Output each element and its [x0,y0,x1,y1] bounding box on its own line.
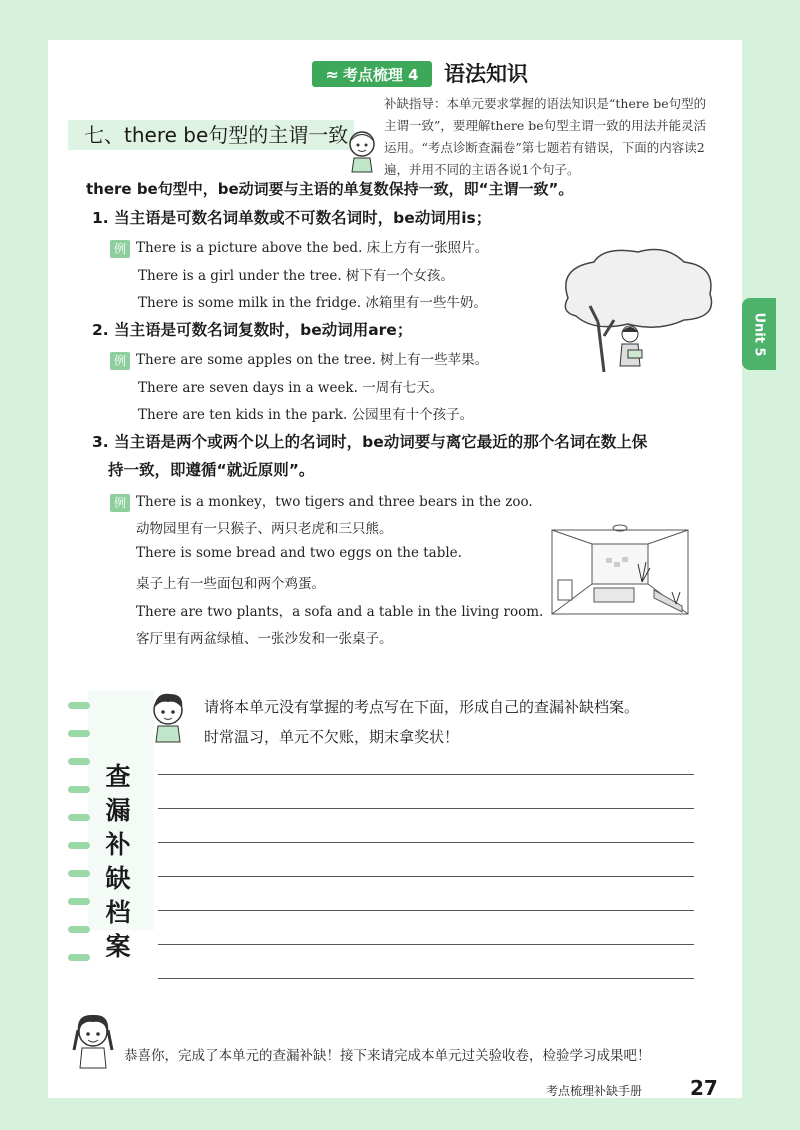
girl-mascot-icon [70,1010,116,1070]
example-line: 桌子上有一些面包和两个鸡蛋。 [136,576,325,592]
intro-text: there be句型中，be动词要与主语的单复数保持一致，即“主谓一致”。 [86,180,574,198]
rule-text: 当主语是可数名词单数或不可数名词时，be动词用is； [114,209,492,227]
example-line: 动物园里有一只猴子、两只老虎和三只熊。 [136,521,393,537]
rule-number: 2. [92,321,109,339]
write-line[interactable] [158,978,694,979]
wave-icon: ≈ [325,64,339,84]
archive-prompt-1: 请将本单元没有掌握的考点写在下面，形成自己的查漏补缺档案。 [204,698,640,716]
example-line: 客厅里有两盆绿植、一张沙发和一张桌子。 [136,631,393,647]
example-line: There is a girl under the tree. 树下有一个女孩。 [138,268,454,284]
example-badge: 例 [110,352,130,370]
example-line: 例 There is a monkey，two tigers and three bears in the zoo. [110,490,533,512]
rule-text: 当主语是两个或两个以上的名词时，be动词要与离它最近的那个名词在数上保 [114,433,648,451]
archive-label: 查漏补缺档案 [105,762,131,961]
write-line[interactable] [158,876,694,877]
footer-label: 考点梳理补缺手册 [546,1084,643,1098]
archive-prompt-2: 时常温习，单元不欠账，期末拿奖状！ [204,728,460,746]
write-line[interactable] [158,944,694,945]
example-line: 例 There are some apples on the tree. 树上有一些苹果。 [110,348,488,370]
example-line: There are two plants，a sofa and a table in the living room. [136,604,544,620]
write-line[interactable] [158,808,694,809]
example-line: 例 There is a picture above the bed. 床上方有一张照片。 [110,236,488,258]
example-line: There is some milk in the fridge. 冰箱里有一些牛奶。 [138,295,487,311]
page-number: 27 [690,1076,718,1100]
write-line[interactable] [158,774,694,775]
rule-number: 1. [92,209,109,227]
section-badge-label: 考点梳理 4 [342,65,419,84]
example-badge: 例 [110,494,130,512]
congrats-message: 恭喜你，完成了本单元的查漏补缺！接下来请完成本单元过关验收卷，检验学习成果吧！ [124,1048,651,1064]
section-title: 七、there be句型的主谓一致 [84,123,349,147]
example-badge: 例 [110,240,130,258]
example-line: There is some bread and two eggs on the table. [136,545,462,561]
rule-text: 当主语是可数名词复数时，be动词用are； [114,321,413,339]
unit-tab-label: Unit 5 [751,311,767,357]
tutoring-tip: 补缺指导：本单元要求掌握的语法知识是“there be句型的主谓一致”，要理解there be句型主谓一致的用法并能灵活运用。“考点诊断查漏卷”第七题若有错误，下面的内容读2遍，并用不同的主语各说1个句子。 [384,96,707,177]
example-line: There are ten kids in the park. 公园里有十个孩子。 [138,407,474,423]
write-line[interactable] [158,842,694,843]
rule-3-cont: 持一致，即遵循“就近原则”。 [108,461,315,479]
page-title: 语法知识 [444,62,528,86]
rule-number: 3. [92,433,109,451]
write-line[interactable] [158,910,694,911]
example-line: There are seven days in a week. 一周有七天。 [138,380,444,396]
